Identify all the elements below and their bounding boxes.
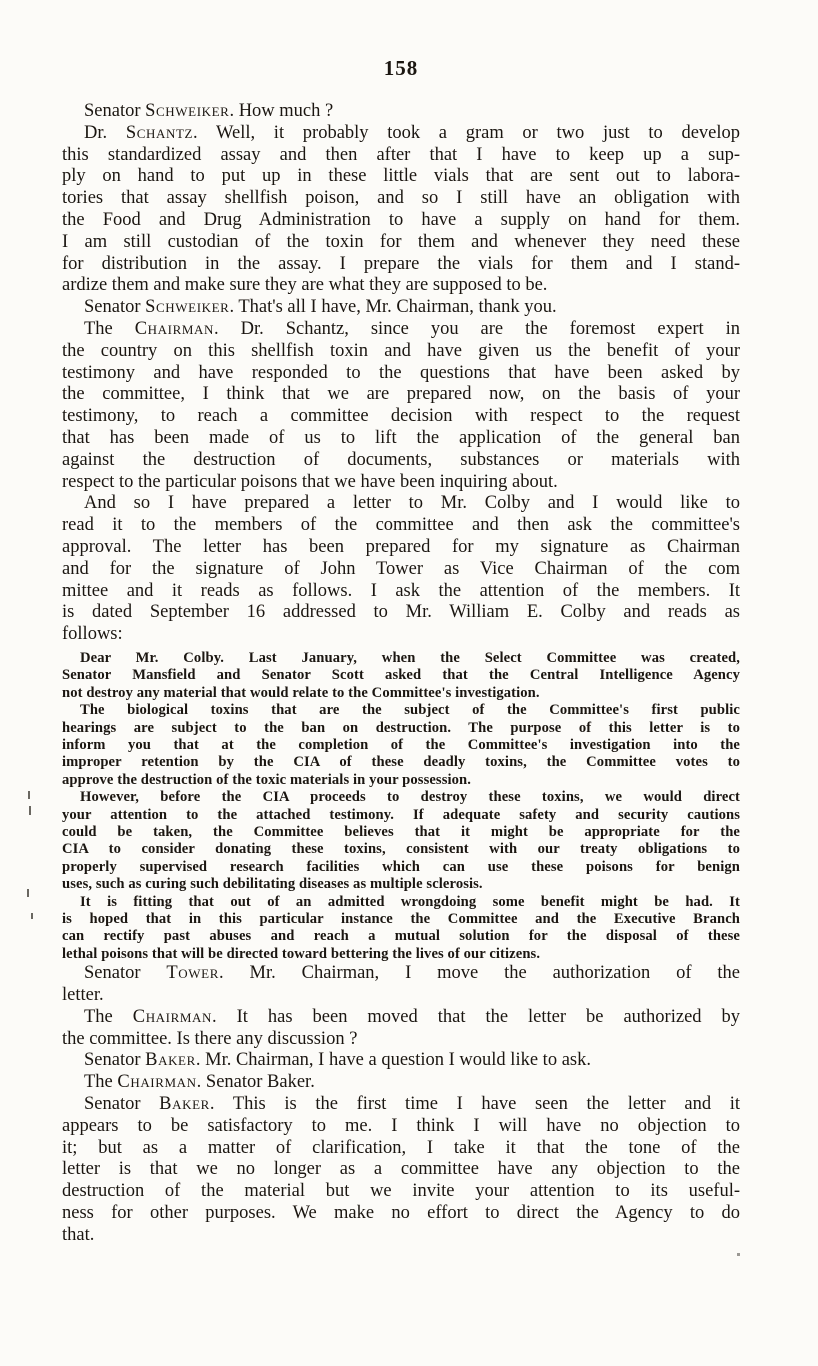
paragraph-body <box>62 123 740 297</box>
paragraph-letter <box>62 789 740 893</box>
paragraph-body <box>62 1007 740 1051</box>
text-line: testimony, to reach a committee decision with respect to the request <box>62 406 740 427</box>
text-line: Dr. Schantz. Well, it probably took a gram or two just to develop <box>84 122 741 143</box>
text-line: And so I have prepared a letter to Mr. Colby and I would like to <box>84 493 740 514</box>
paragraph-letter <box>62 650 740 702</box>
text-line: is hoped that in this particular instance the Committee and the Executive Branch <box>62 911 740 928</box>
text-line: lethal poisons that will be directed toward bettering the lives of our citizens. <box>62 945 541 962</box>
document-content <box>62 101 740 1247</box>
scan-artifact-mark <box>28 791 30 799</box>
text-line: The Chairman. Dr. Schantz, since you are the foremost expert in <box>84 318 740 339</box>
text-line: the Food and Drug Administration to have a supply on hand for them. <box>62 209 740 230</box>
text-line: letter is that we no longer as a committee have any objection to the <box>62 1159 740 1180</box>
text-line: approve the destruction of the toxic materials in your possession. <box>62 771 472 788</box>
text-line: tories that assay shellfish poison, and so I still have an obligation with <box>62 188 740 209</box>
text-line: can rectify past abuses and reach a mutual solution for the disposal of these <box>62 928 740 945</box>
text-line: It is fitting that out of an admitted wrongdoing some benefit might be had. It <box>80 893 740 910</box>
text-line: hearings are subject to the ban on destruction. The purpose of this letter is to <box>62 719 740 736</box>
text-line: improper retention by the CIA of these deadly toxins, the Committee votes to <box>62 754 740 771</box>
scan-artifact-mark <box>31 913 33 919</box>
text-line: Senator Schweiker. That's all I have, Mr. Chairman, thank you. <box>84 297 557 318</box>
scan-artifact-mark <box>29 806 31 815</box>
paragraph-body <box>62 1094 740 1247</box>
speaker-name: Schantz <box>125 122 194 143</box>
text-line: the committee, I think that we are prepared now, on the basis of your <box>62 384 740 405</box>
text-line: ardize them and make sure they are what they are supposed to be. <box>62 275 548 296</box>
text-line: and for the signature of John Tower as Vice Chairman of the com <box>62 558 740 579</box>
text-line: The biological toxins that are the subject of the Committee's first public <box>80 702 740 719</box>
text-line: Dear Mr. Colby. Last January, when the Select Committee was created, <box>80 649 740 666</box>
text-line: Senator Mansfield and Senator Scott asked that the Central Intelligence Agency <box>62 667 740 684</box>
text-line: the committee. Is there any discussion ? <box>62 1028 358 1049</box>
text-line: it; but as a matter of clarification, I take it that the tone of the <box>62 1137 740 1158</box>
text-line: this standardized assay and then after that I have to keep up a sup- <box>62 144 740 165</box>
speaker-name: Chairman <box>134 318 214 339</box>
text-line: destruction of the material but we invite your attention to its useful- <box>62 1181 740 1202</box>
text-line: appears to be satisfactory to me. I think I will have no objection to <box>62 1115 740 1136</box>
text-line: mittee and it reads as follows. I ask the attention of the members. It <box>62 580 740 601</box>
text-line: However, before the CIA proceeds to destroy these toxins, we would direct <box>80 789 740 806</box>
text-line: that. <box>62 1224 95 1245</box>
text-line: Senator Tower. Mr. Chairman, I move the authorization of the <box>84 963 740 984</box>
text-line: letter. <box>62 985 104 1006</box>
speaker-name: Baker <box>145 1050 196 1071</box>
text-line: Senator Baker. Mr. Chairman, I have a question I would like to ask. <box>84 1050 591 1071</box>
text-line: The Chairman. It has been moved that the letter be authorized by <box>84 1006 740 1027</box>
text-line: CIA to consider donating these toxins, consistent with our treaty obligations to <box>62 841 740 858</box>
speaker-name: Chairman <box>132 1006 213 1027</box>
paragraph-body <box>62 101 740 123</box>
text-line: inform you that at the completion of the Committee's investigation into the <box>62 736 740 753</box>
paragraph-body <box>62 493 740 646</box>
text-line: properly supervised research facilities which can use these poisons for benign <box>62 858 740 875</box>
speaker-name: Chairman <box>117 1072 197 1093</box>
text-line: I am still custodian of the toxin for them and whenever they need these <box>62 231 740 252</box>
text-line: against the destruction of documents, substances or materials with <box>62 449 740 470</box>
text-line: for distribution in the assay. I prepare the vials for them and I stand- <box>62 253 740 274</box>
speaker-name: Baker <box>159 1094 210 1115</box>
scan-artifact-mark <box>27 889 29 897</box>
text-line: that has been made of us to lift the application of the general ban <box>62 427 740 448</box>
paragraph-body <box>62 319 740 493</box>
paragraph-body <box>62 297 740 319</box>
text-line: uses, such as curing such debilitating diseases as multiple sclerosis. <box>62 876 483 893</box>
page-number: 158 <box>383 56 419 80</box>
speaker-name: Tower <box>166 963 219 984</box>
speaker-name: Schweiker <box>145 101 230 121</box>
speaker-name: Schweiker <box>145 297 230 318</box>
paragraph-body <box>62 963 740 1007</box>
text-line: Senator Schweiker. How much ? <box>84 101 334 121</box>
text-line: testimony and have responded to the questions that have been asked by <box>62 362 740 383</box>
text-line: ply on hand to put up in these little vials that are sent out to labora- <box>62 166 740 187</box>
paragraph-letter <box>62 894 740 964</box>
text-line: is dated September 16 addressed to Mr. William E. Colby and reads as <box>62 602 740 623</box>
scan-artifact-mark <box>737 1253 740 1256</box>
text-line: your attention to the attached testimony. If adequate safety and security cautions <box>62 806 740 823</box>
text-line: could be taken, the Committee believes that it might be appropriate for the <box>62 823 740 840</box>
text-line: not destroy any material that would relate to the Committee's investigation. <box>62 684 540 701</box>
paragraph-letter <box>62 702 740 789</box>
paragraph-body <box>62 1050 740 1072</box>
text-line: ness for other purposes. We make no effort to direct the Agency to do <box>62 1203 740 1223</box>
text-line: respect to the particular poisons that we have been inquiring about. <box>62 471 558 492</box>
text-line: The Chairman. Senator Baker. <box>84 1072 315 1093</box>
text-line: approval. The letter has been prepared for my signature as Chairman <box>62 536 740 557</box>
text-line: read it to the members of the committee and then ask the committee's <box>62 515 740 536</box>
text-line: the country on this shellfish toxin and have given us the benefit of your <box>62 340 740 361</box>
paragraph-body <box>62 1072 740 1094</box>
text-line: follows: <box>62 624 123 645</box>
text-line: Senator Baker. This is the first time I have seen the letter and it <box>84 1094 741 1115</box>
